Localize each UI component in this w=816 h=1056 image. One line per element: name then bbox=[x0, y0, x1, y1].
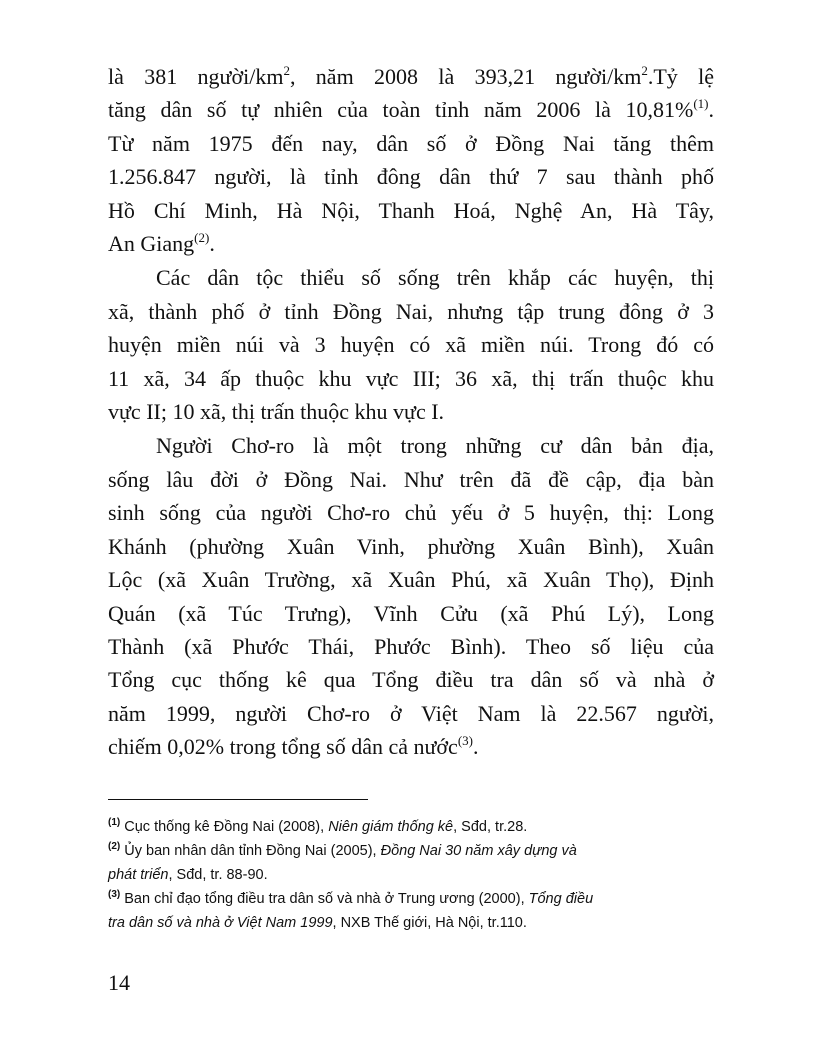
text-line bbox=[108, 563, 714, 596]
text-line bbox=[108, 496, 714, 529]
footnote-line bbox=[108, 839, 714, 863]
text-run: Khánh (phường Xuân Vinh, phường Xuân Bình), Xuân bbox=[108, 533, 714, 559]
paragraph bbox=[108, 261, 714, 428]
text-run: , Sđd, tr. 88-90. bbox=[168, 867, 268, 883]
text-run: vực II; 10 xã, thị trấn thuộc khu vực I. bbox=[108, 399, 445, 425]
italic-title: tra dân số và nhà ở Việt Nam 1999 bbox=[108, 915, 333, 931]
text-run: Lộc (xã Xuân Trường, xã Xuân Phú, xã Xuân Thọ), Định bbox=[108, 567, 714, 593]
text-run: tăng dân số tự nhiên của toàn tỉnh năm 2006 là 10,81% bbox=[108, 97, 694, 123]
text-line bbox=[108, 630, 714, 663]
text-run: huyện miền núi và 3 huyện có xã miền núi. Trong đó có bbox=[108, 332, 714, 358]
text-run: sống lâu đời ở Đồng Nai. Như trên đã đề cập, địa bàn bbox=[108, 466, 714, 492]
footnote-ref: (2) bbox=[194, 230, 210, 246]
text-line bbox=[108, 261, 714, 294]
text-run: Hồ Chí Minh, Hà Nội, Thanh Hoá, Nghệ An, Hà Tây, bbox=[108, 197, 714, 223]
italic-title: Đồng Nai 30 năm xây dựng và bbox=[380, 843, 577, 859]
text-line bbox=[108, 160, 714, 193]
text-line bbox=[108, 93, 714, 126]
text-run: 11 xã, 34 ấp thuộc khu vực III; 36 xã, thị trấn thuộc khu bbox=[108, 365, 714, 391]
text-line bbox=[108, 730, 714, 763]
text-run: , NXB Thế giới, Hà Nội, tr.110. bbox=[332, 915, 527, 931]
text-run: Thành (xã Phước Thái, Phước Bình). Theo số liệu của bbox=[108, 633, 714, 659]
text-run: . bbox=[472, 734, 479, 760]
text-run: năm 1999, người Chơ-ro ở Việt Nam là 22.567 người, bbox=[108, 700, 714, 726]
footnotes bbox=[108, 815, 714, 935]
footnote-line bbox=[108, 815, 714, 839]
footnote-divider bbox=[108, 799, 368, 800]
body-text bbox=[108, 60, 714, 765]
text-run: .Tỷ lệ bbox=[647, 64, 714, 89]
text-run: 1.256.847 người, là tỉnh đông dân thứ 7 sau thành phố bbox=[108, 164, 714, 190]
footnote-line bbox=[108, 863, 714, 887]
text-line bbox=[108, 127, 714, 160]
text-run: . bbox=[209, 231, 215, 257]
text-run: An Giang bbox=[108, 231, 195, 257]
text-run: sinh sống của người Chơ-ro chủ yếu ở 5 huyện, thị: Long bbox=[108, 500, 714, 526]
footnote-ref: 2 bbox=[641, 63, 648, 78]
text-line bbox=[108, 295, 714, 328]
footnote-ref: (2) bbox=[108, 841, 121, 852]
text-run: , Sđd, tr.28. bbox=[453, 819, 528, 835]
text-run: Các dân tộc thiểu số sống trên khắp các huyện, thị bbox=[156, 265, 714, 291]
italic-title: phát triển bbox=[108, 867, 169, 883]
text-line bbox=[108, 530, 714, 563]
text-line bbox=[108, 194, 714, 227]
footnote-ref: (3) bbox=[108, 889, 121, 900]
paragraph bbox=[108, 429, 714, 763]
footnote-ref: (3) bbox=[457, 733, 473, 749]
text-line bbox=[108, 663, 714, 696]
text-run: Ban chỉ đạo tổng điều tra dân số và nhà ở Trung ương (2000), bbox=[120, 891, 529, 907]
text-line bbox=[108, 395, 714, 428]
footnote-line bbox=[108, 911, 714, 935]
text-run: chiếm 0,02% trong tổng số dân cả nước bbox=[108, 734, 458, 760]
footnote-line bbox=[108, 887, 714, 911]
italic-title: Niên giám thống kê bbox=[328, 819, 454, 835]
paragraph bbox=[108, 60, 714, 260]
text-run: là 381 người/km bbox=[108, 64, 284, 89]
text-line bbox=[108, 227, 714, 260]
text-run: Ủy ban nhân dân tỉnh Đồng Nai (2005), bbox=[120, 843, 381, 859]
text-line bbox=[108, 597, 714, 630]
text-run: Người Chơ-ro là một trong những cư dân bản địa, bbox=[156, 433, 714, 459]
text-run: Tổng cục thống kê qua Tổng điều tra dân số và nhà ở bbox=[108, 667, 714, 693]
footnote-ref: 2 bbox=[283, 63, 290, 78]
text-run: Cục thống kê Đồng Nai (2008), bbox=[120, 819, 329, 835]
text-run: xã, thành phố ở tỉnh Đồng Nai, nhưng tập trung đông ở 3 bbox=[108, 298, 714, 324]
text-line bbox=[108, 60, 714, 93]
footnote-ref: (1) bbox=[108, 817, 121, 828]
page-number: 14 bbox=[108, 970, 130, 995]
text-run: Từ năm 1975 đến nay, dân số ở Đồng Nai tăng thêm bbox=[108, 130, 714, 156]
text-line bbox=[108, 463, 714, 496]
text-run: Quán (xã Túc Trưng), Vĩnh Cửu (xã Phú Lý), Long bbox=[108, 600, 714, 626]
italic-title: Tổng điều bbox=[528, 891, 594, 907]
text-line bbox=[108, 362, 714, 395]
text-run: . bbox=[708, 97, 714, 123]
text-line bbox=[108, 429, 714, 462]
footnote-ref: (1) bbox=[693, 96, 709, 112]
text-line bbox=[108, 697, 714, 730]
text-run: , năm 2008 là 393,21 người/km bbox=[289, 64, 642, 89]
text-line bbox=[108, 328, 714, 361]
